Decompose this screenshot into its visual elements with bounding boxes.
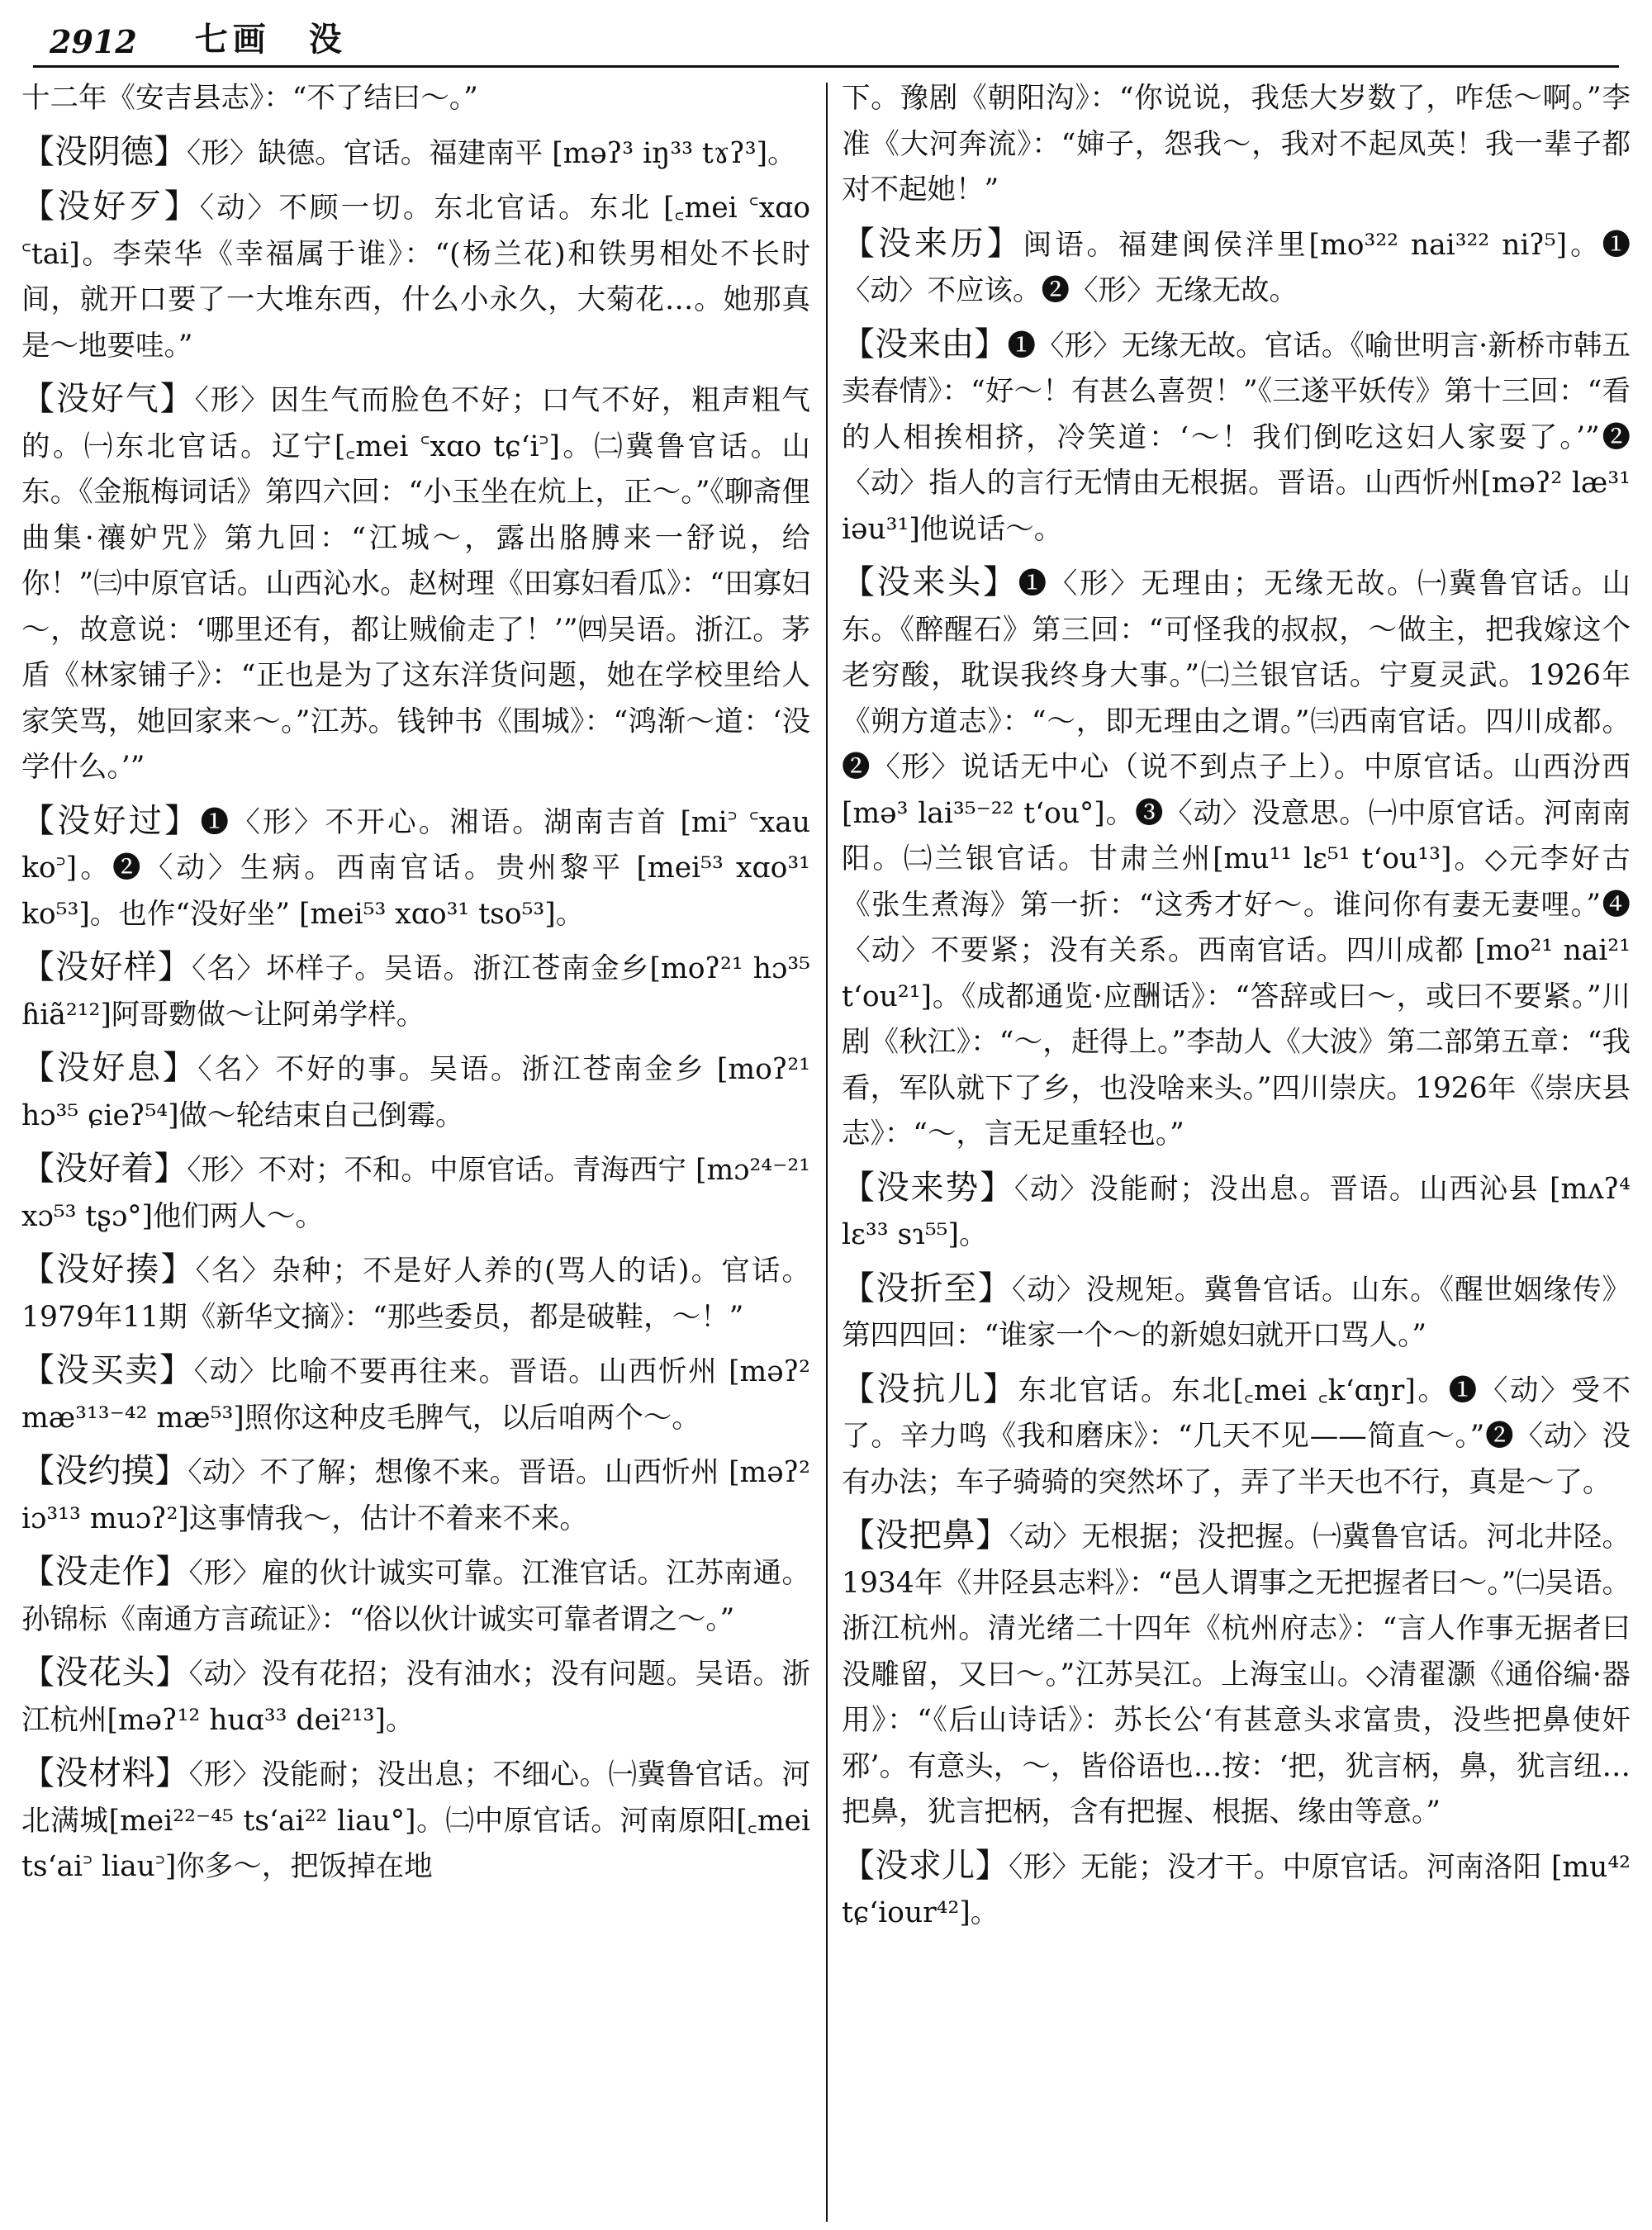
entry-text: 闽语。福建闽侯洋里[mo³²² nai³²² niʔ⁵]。❶〈动〉不应该。❷〈形〉无缘无故。 (842, 228, 1631, 307)
entry-text: 〈动〉没有花招；没有油水；没有问题。吴语。浙江杭州[məʔ¹² huɑ³³ dei²¹³]。 (21, 1658, 810, 1737)
dictionary-entry (842, 76, 1631, 214)
entry-text: 〈名〉杂种；不是好人养的(骂人的话)。官话。1979年11期《新华文摘》：“那些委员，都是破鞋，～！” (21, 1255, 810, 1334)
entry-headword: 【 没好样 】 (21, 948, 192, 986)
entry-text: 〈形〉没能耐；没出息；不细心。㈠冀鲁官话。河北满城[mei²²⁻⁴⁵ tsʻai²² liau°]。㈡中原官话。河南原阳[꜀mei tsʻai꜄ liau꜄]你多～，把饭掉在地 (21, 1758, 810, 1883)
entry-text: 十二年《安吉县志》：“不了结曰～。” (21, 82, 478, 115)
page-header (33, 15, 1619, 68)
entry-headword: 【 没来历 】 (842, 225, 1023, 263)
dictionary-entry (21, 1751, 810, 1891)
dictionary-entry (21, 799, 810, 938)
dictionary-entry (842, 1843, 1631, 1937)
dictionary-entry (842, 1513, 1631, 1836)
entry-headword: 【 没来势 】 (842, 1169, 1014, 1207)
entry-text: 〈形〉缺德。官话。福建南平 [məʔ³ iŋ³³ tɤʔ³]。 (187, 136, 796, 170)
entry-headword: 【 没好揍 】 (21, 1250, 196, 1288)
entry-headword: 【 没花头 】 (21, 1654, 189, 1691)
entry-headword: 【 没把鼻 】 (842, 1516, 1009, 1554)
entry-text: 〈形〉无能；没才干。中原官话。河南洛阳 [mu⁴² tɕʻiour⁴²]。 (842, 1850, 1631, 1929)
dictionary-entry (842, 1367, 1631, 1506)
entry-headword: 【 没好过 】 (21, 802, 200, 840)
entry-headword: 【 没买卖 】 (21, 1351, 194, 1389)
entry-text: 〈形〉不对；不和。中原官话。青海西宁 [mɔ²⁴⁻²¹ xɔ⁵³ tʂɔ°]他们两人～。 (21, 1154, 810, 1233)
dictionary-entry (842, 221, 1631, 315)
entry-text: ❶〈形〉无理由；无缘无故。㈠冀鲁官话。山东。《醉醒石》第三回：“可怪我的叔叔，～做主，把我嫁这个老穷酸，耽误我终身大事。”㈡兰银官话。宁夏灵武。1926年《朔方道志》：“～，即无理由之谓。”㈢西南官话。四川成都。❷〈形〉说话无中心（说不到点子上）。中原官话。山西汾西[mə³ lai³⁵⁻²² tʻou°]。❸〈动〉没意思。㈠中原官话。河南南阳。㈡兰银官话。甘肃兰州[mu¹¹ lɛ⁵¹ tʻou¹³]。◇元李好古《张生煮海》第一折：“这秀才好～。谁问你有妻无妻哩。”❹〈动〉不要紧；没有关系。西南官话。四川成都 [mo²¹ nai²¹ tʻou²¹]。《成都通览·应酬话》：“答辞或曰～，或曰不要紧。”川剧《秋江》：“～，赶得上。”李劼人《大波》第二部第五章：“我看，军队就下了乡，也没啥来头。”四川崇庆。1926年《崇庆县志》：“～，言无足重轻也。” (842, 567, 1631, 1151)
entry-text: ❶〈形〉不开心。湘语。湖南吉首 [mi꜄ ꜂xau ko꜄]。❷〈动〉生病。西南官话。贵州黎平 [mei⁵³ xɑo³¹ ko⁵³]。也作“没好坐” [mei⁵³ xɑo³¹ tso⁵³]。 (21, 805, 810, 931)
dictionary-entry (21, 1449, 810, 1542)
dictionary-entry (21, 1046, 810, 1139)
entry-headword: 【 没约摸 】 (21, 1452, 188, 1490)
entry-text: ❶〈形〉无缘无故。官话。《喻世明言·新桥市韩五卖春情》：“好～！有甚么喜贺！”《三遂平妖传》第十三回：“看的人相挨相挤，冷笑道：‘～！我们倒吃这妇人家耍了。’”❷〈动〉指人的言行无情由无根据。晋语。山西忻州[məʔ² læ³¹ iəu³¹]他说话～。 (842, 329, 1631, 546)
entry-text: 〈动〉没规矩。冀鲁官话。山东。《醒世姻缘传》第四四回：“谁家一个～的新媳妇就开口骂人。” (842, 1273, 1631, 1352)
entry-headword: 【 没好息 】 (21, 1049, 197, 1087)
entry-text: 下。豫剧《朝阳沟》：“你说说，我恁大岁数了，咋恁～啊。”李准《大河奔流》：“婶子，怨我～，我对不起凤英！我一辈子都对不起她！” (842, 82, 1631, 206)
column-divider (826, 83, 828, 2222)
entry-headword: 【 没抗儿 】 (842, 1370, 1018, 1408)
dictionary-entry (21, 1549, 810, 1643)
entry-text: 〈形〉因生气而脸色不好；口气不好，粗声粗气的。㈠东北官话。辽宁[꜀mei ꜂xɑo tɕʻi꜄]。㈡冀鲁官话。山东。《金瓶梅词话》第四六回：“小玉坐在炕上，正～。”《聊斋俚曲集·禳妒咒》第九回：“江城～，露出胳膊来一舒说，给你！”㈢中原官话。山西沁水。赵树理《田寡妇看瓜》：“田寡妇～，故意说：‘哪里还有，都让贼偷走了！’”㈣吴语。浙江。茅盾《林家铺子》：“正也是为了这东洋货问题，她在学校里给人家笑骂，她回家来～。”江苏。钱钟书《围城》：“鸿渐～道：‘没学什么。’” (21, 384, 810, 784)
dictionary-entry (842, 322, 1631, 553)
dictionary-entry (842, 560, 1631, 1158)
entry-headword: 【 没好气 】 (21, 380, 195, 418)
dictionary-entry (842, 1165, 1631, 1259)
entry-text: 东北官话。东北[꜀mei ꜀kʻɑŋr]。❶〈动〉受不了。辛力鸣《我和磨床》：“几天不见——简直～。”❷〈动〉没有办法；车子骑骑的突然坏了，弄了半天也不行，真是～了。 (842, 1374, 1631, 1499)
dictionary-entry (21, 130, 810, 178)
entry-text: 〈动〉不顾一切。东北官话。东北 [꜀mei ꜂xɑo ꜂tai]。李荣华《幸福属于谁》：“(杨兰花)和铁男相处不长时间，就开口要了一大堆东西，什么小永久，大菊花…。她那真是～地要哇。” (21, 192, 810, 363)
entry-headword: 【 没来头 】 (842, 563, 1018, 601)
page-number: 2912 (50, 23, 137, 60)
dictionary-entry (21, 1247, 810, 1340)
dictionary-entry (21, 377, 810, 791)
dictionary-entry (21, 1146, 810, 1240)
right-column (842, 76, 1631, 2223)
dictionary-entry (21, 76, 810, 122)
dictionary-entry (21, 184, 810, 369)
page-header-title: 七画 没 (194, 20, 347, 59)
entry-text: 〈动〉比喻不要再往来。晋语。山西忻州 [məʔ² mæ³¹³⁻⁴² mæ⁵³]照你这种皮毛脾气，以后咱两个～。 (21, 1355, 810, 1435)
entry-text: 〈动〉不了解；想像不来。晋语。山西忻州 [məʔ² iɔ³¹³ muɔʔ²]这事情我～，估计不着来不来。 (21, 1456, 810, 1535)
entry-text: 〈名〉不好的事。吴语。浙江苍南金乡 [moʔ²¹ hɔ³⁵ ɕieʔ⁵⁴]做～轮结束自己倒霉。 (21, 1053, 810, 1132)
entry-headword: 【 没走作 】 (21, 1553, 189, 1591)
entry-text: 〈动〉无根据；没把握。㈠冀鲁官话。河北井陉。1934年《井陉县志料》：“邑人谓事之无把握者曰～。”㈡吴语。浙江杭州。清光绪二十四年《杭州府志》：“言人作事无据者曰没雕留，又曰～。”江苏吴江。上海宝山。◇清翟灏《通俗编·器用》：“《后山诗话》：苏长公‘有甚意头求富贵，没些把鼻使奸邪’。有意头，～，皆俗语也…按：‘把，犹言柄，鼻，犹言纽…把鼻，犹言把柄，含有把握、根据、缘由等意。” (842, 1521, 1631, 1829)
entry-headword: 【 没求儿 】 (842, 1847, 1009, 1885)
entry-text: 〈动〉没能耐；没出息。晋语。山西沁县 [mʌʔ⁴ lɛ³³ sɿ⁵⁵]。 (842, 1172, 1631, 1251)
entry-headword: 【 没好着 】 (21, 1150, 187, 1188)
left-column (21, 76, 810, 2223)
entry-headword: 【 没材料 】 (21, 1754, 189, 1792)
entry-text: 〈名〉坏样子。吴语。浙江苍南金乡[moʔ²¹ hɔ³⁵ ɦiã²¹²]阿哥覅做～让阿弟学样。 (21, 952, 810, 1032)
dictionary-entry (21, 945, 810, 1038)
entry-headword: 【 没阴德 】 (21, 133, 187, 171)
dictionary-entry (21, 1348, 810, 1441)
entry-text: 〈形〉雇的伙计诚实可靠。江淮官话。江苏南通。孙锦标《南通方言疏证》：“俗以伙计诚实可靠者谓之～。” (21, 1557, 810, 1636)
entry-headword: 【 没折至 】 (842, 1269, 1012, 1307)
entry-headword: 【 没来由 】 (842, 325, 1007, 363)
dictionary-entry (842, 1266, 1631, 1359)
entry-headword: 【 没好歹 】 (21, 187, 200, 225)
dictionary-entry (21, 1650, 810, 1744)
